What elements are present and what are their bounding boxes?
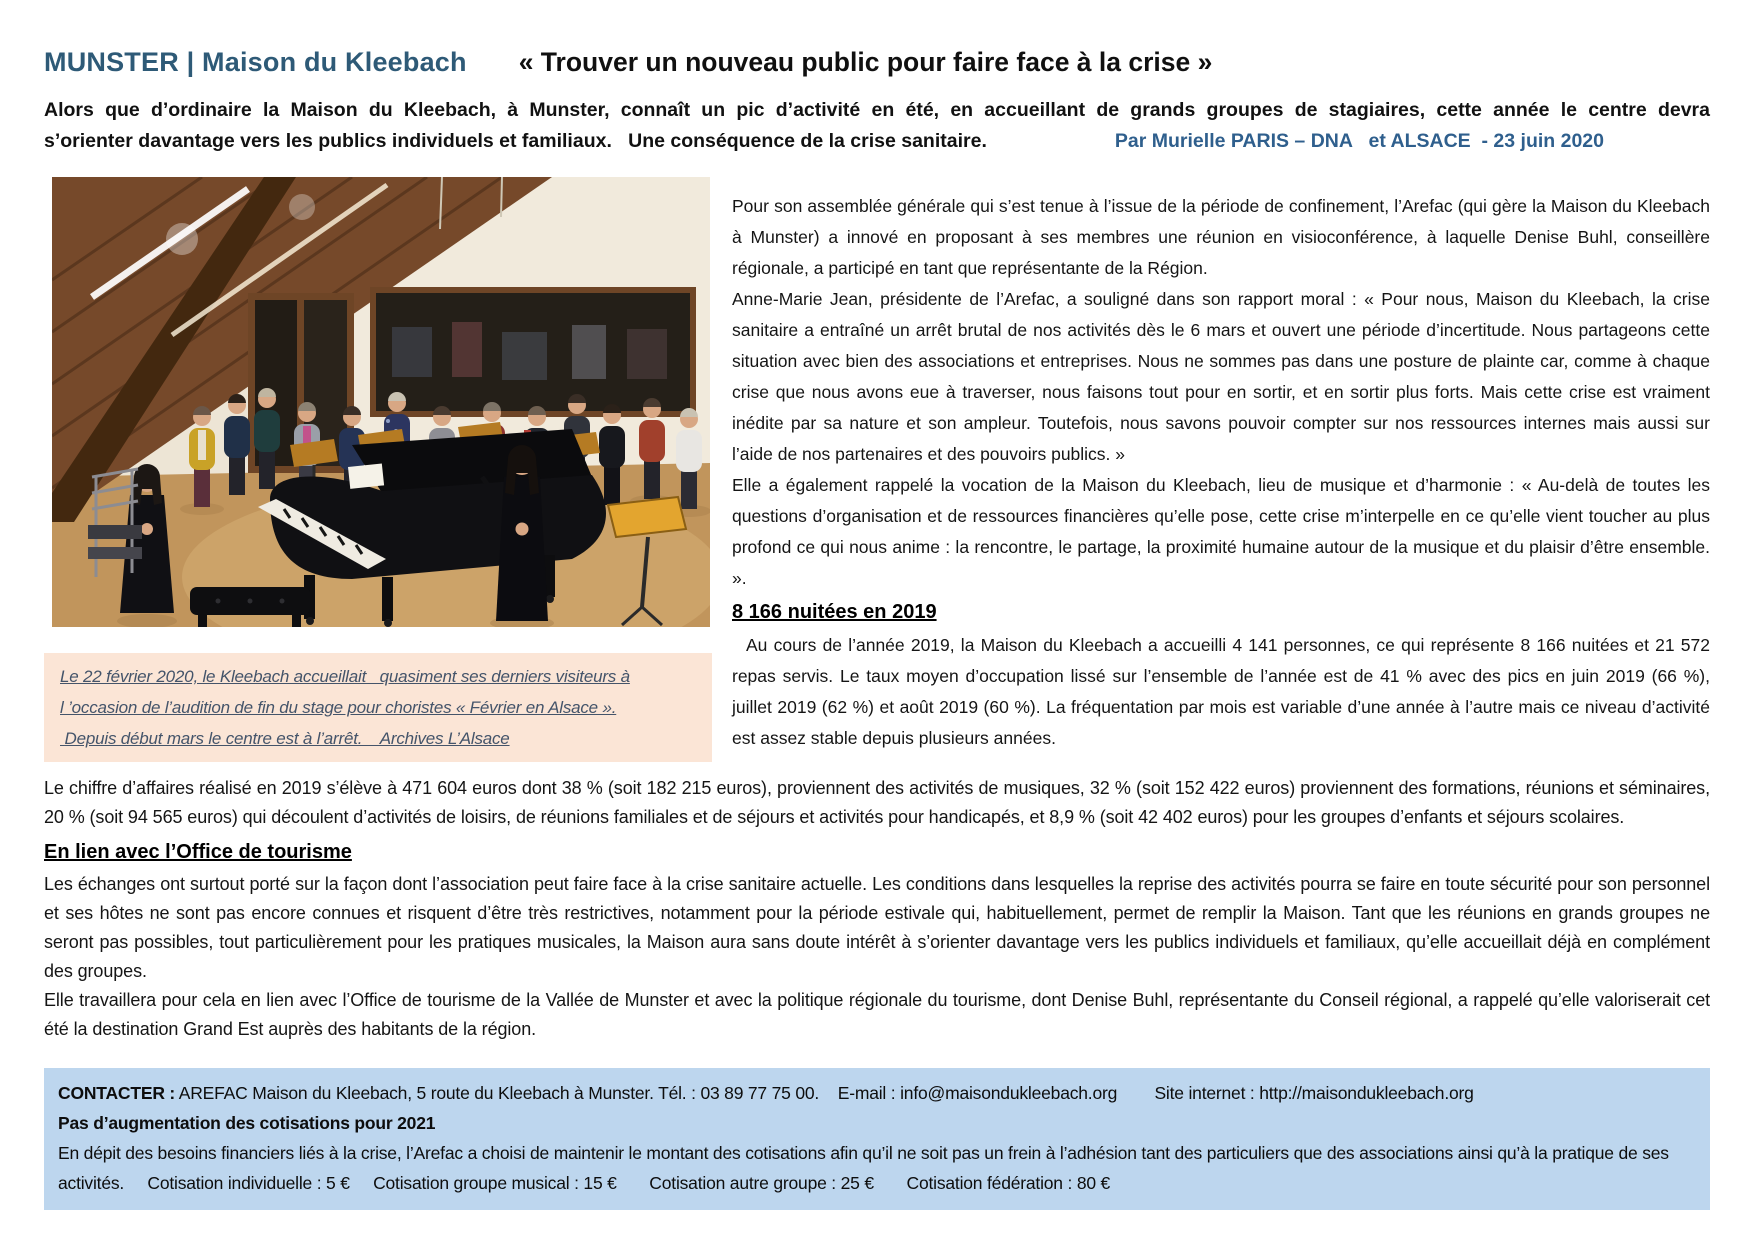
paragraph-nuitees: Au cours de l’année 2019, la Maison du Kleebach a accueilli 4 141 personnes, ce qui représente 8 166 nuitées et 21 572 repas servis. Le taux moyen d’occupation lissé sur l’ensemble de l’année est de 41 % avec des pics en juin 2019 (66 %), juillet 2019 (62 %) et août 2019 (60 %). La fréquentation par mois est variable d’une année à l’autre mais ce niveau d’activité est assez stable depuis plusieurs années. bbox=[732, 635, 1710, 748]
contact-line bbox=[58, 1078, 1696, 1108]
article-photo bbox=[52, 177, 710, 627]
headline: « Trouver un nouveau public pour faire face à la crise » bbox=[518, 47, 1213, 77]
caption-line: Le 22 février 2020, le Kleebach accueillait quasiment ses derniers visiteurs à bbox=[60, 667, 630, 686]
cotisations-heading: Pas d’augmentation des cotisations pour 2021 bbox=[58, 1113, 436, 1133]
paragraph-office-tourisme: Elle travaillera pour cela en lien avec l’Office de tourisme de la Vallée de Munster et avec la politique régionale du tourisme, dont Denise Buhl, représentante du Conseil régional, a rappelé qu’elle valoriserait cet été la destination Grand Est auprès des habitants de la région. bbox=[44, 990, 1710, 1039]
page-title: MUNSTER | Maison du Kleebach bbox=[44, 47, 467, 77]
byline: Par Murielle PARIS – DNA et ALSACE - 23 juin 2020 bbox=[1114, 130, 1604, 152]
cotisations-body: En dépit des besoins financiers liés à la crise, l’Arefac a choisi de maintenir le montant des cotisations afin qu’il ne soit pas un frein à l’adhésion tant des particuliers que des associations ainsi qu’à la pratique de ses activités. Cotisation individuelle : 5 € Cotisation groupe musical : 15 € Cotisation autre groupe : 25 € Cotisation fédération : 80 € bbox=[58, 1143, 1674, 1193]
caption-line: l ’occasion de l’audition de fin du stage pour choristes « Février en Alsace ». bbox=[60, 698, 617, 717]
photo-window bbox=[370, 287, 696, 417]
paragraph-echanges: Les échanges ont surtout porté sur la façon dont l’association peut faire face à la crise sanitaire actuelle. Les conditions dans lesquelles la reprise des activités pourra se faire en toute sécurité pour son personnel et ses hôtes ne sont pas encore connues et risquent d’être très restrictives, notamment pour la période estivale qui, habituellement, permet de remplir la Maison. Tant que les réunions en grands groupes ne seront pas possibles, tout particulièrement pour les pratiques musicales, la Maison aura sans doute intérêt à s’orienter davantage vers les publics individuels et familiaux, qu’elle accueillait déjà en complément des groupes. bbox=[44, 874, 1710, 981]
paragraph-chiffre-affaires: Le chiffre d’affaires réalisé en 2019 s’élève à 471 604 euros dont 38 % (soit 182 215 euros), proviennent des activités de musiques, 32 % (soit 152 422 euros) proviennent des formations, réunions et séminaires, 20 % (soit 94 565 euros) qui découlent d’activités de loisirs, de réunions familiales et de séjours et activités pour handicapés, et 8,9 % (soit 42 402 euros) pour les groupes d’enfants et séjours scolaires. bbox=[44, 778, 1710, 827]
lede bbox=[44, 95, 1710, 157]
contact-label: CONTACTER : bbox=[58, 1083, 176, 1103]
contact-box bbox=[44, 1068, 1710, 1210]
article-body bbox=[44, 177, 1710, 1044]
choir-photo-illustration bbox=[52, 177, 710, 627]
paragraph-rapport-moral: Anne-Marie Jean, présidente de l’Arefac, a souligné dans son rapport moral : « Pour nous, Maison du Kleebach, la crise sanitaire a entraîné un arrêt brutal de nos activités dès le 6 mars et ouvert une période d’incertitude. Nous partageons cette situation avec bien des associations et entreprises. Nous ne sommes pas dans une posture de plainte car, comme à chaque crise que nous avons eue à traverser, nous faisons tout pour en sortir, et en sortir plus forts. Mais cette crise est vraiment inédite par sa nature et son ampleur. Toutefois, nous savons pouvoir compter sur nos ressources internes mais aussi sur l’aide de nos partenaires et des pouvoirs publics. » bbox=[732, 289, 1710, 464]
lede-line1: Alors que d’ordinaire la Maison du Kleebach, à Munster, connaît un pic d’activité en été, en accueillant de grands groupes de stagiaires, cette année le centre devra bbox=[44, 99, 1710, 121]
contact-details: AREFAC Maison du Kleebach, 5 route du Kleebach à Munster. Tél. : 03 89 77 75 00. E-mail : info@maisondukleebach.org Site internet : http://maisondukleebach.org bbox=[175, 1083, 1474, 1103]
heading-office-tourisme: En lien avec l’Office de tourisme bbox=[44, 841, 352, 863]
heading-nuitees: 8 166 nuitées en 2019 bbox=[732, 601, 937, 623]
photo-column bbox=[44, 177, 712, 762]
paragraph-vocation: Elle a également rappelé la vocation de la Maison du Kleebach, lieu de musique et d’harmonie : « Au-delà de toutes les questions d’organisation et de ressources financières qu’elle pose, cette crise m’interpelle en ce qu’elle vient toucher au plus profond ce qui nous anime : la rencontre, le partage, la proximité humaine autour de la musique et du plaisir d’être ensemble. ». bbox=[732, 475, 1710, 588]
lede-line2-row bbox=[44, 126, 1710, 157]
article-header bbox=[44, 44, 1710, 85]
caption-line: Depuis début mars le centre est à l’arrêt. Archives L’Alsace bbox=[60, 729, 510, 748]
photo-caption bbox=[44, 653, 712, 762]
lede-line2: s’orienter davantage vers les publics individuels et familiaux. Une conséquence de la crise sanitaire. bbox=[44, 130, 987, 152]
paragraph-assemblee: Pour son assemblée générale qui s’est tenue à l’issue de la période de confinement, l’Arefac (qui gère la Maison du Kleebach à Munster) a innové en proposant à ses membres une réunion en visioconférence, à laquelle Denise Buhl, conseillère régionale, a participé en tant que représentante de la Région. bbox=[732, 196, 1710, 278]
